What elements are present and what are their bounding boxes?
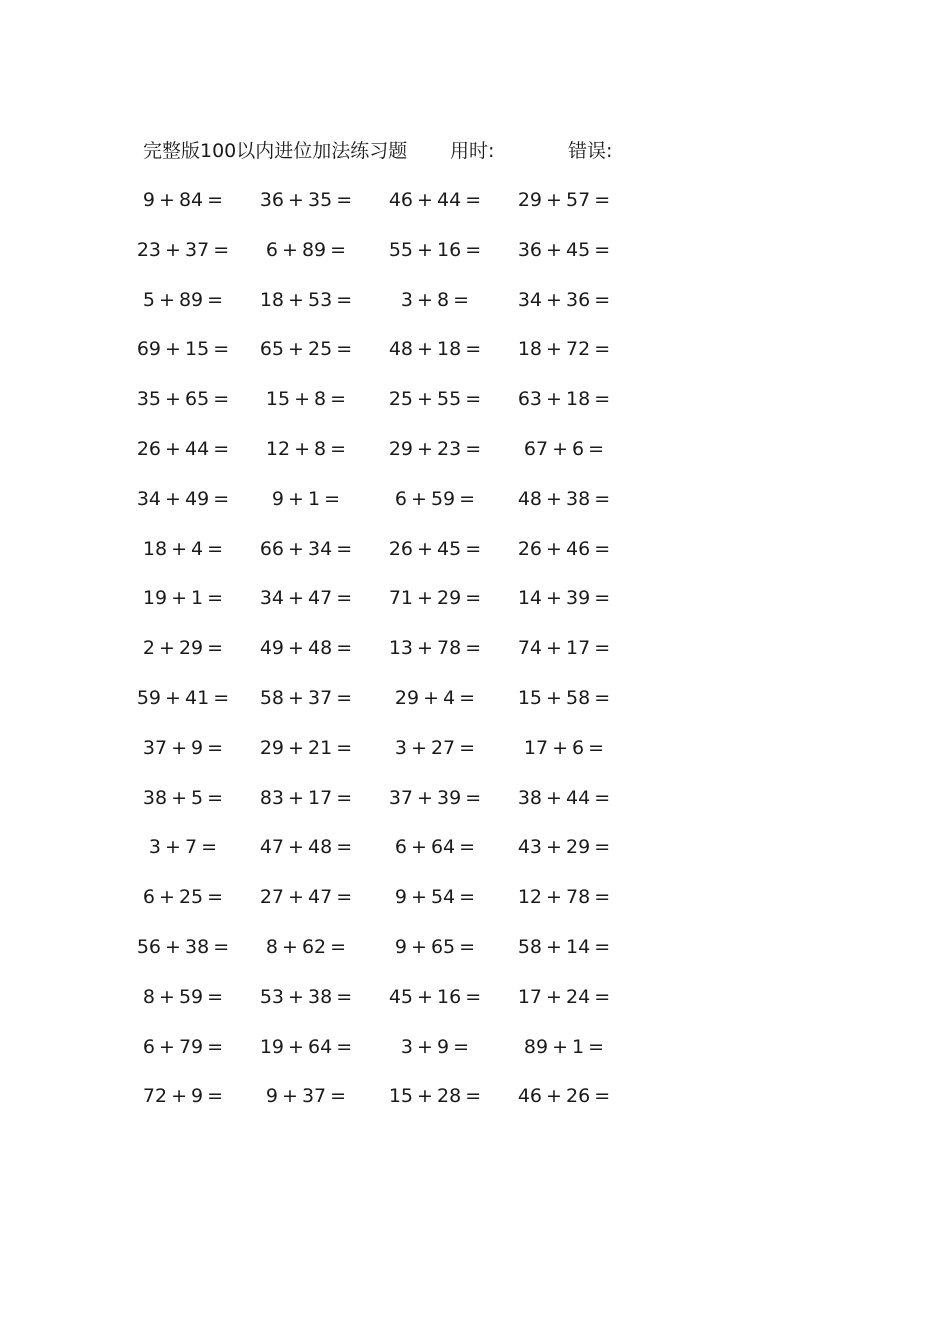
problem-row: [0, 882, 950, 932]
problem-row: [0, 1032, 950, 1082]
problem-row: [0, 932, 950, 982]
addition-problem: 6 + 79 =: [142, 1035, 224, 1058]
addition-problem: 3 + 9 =: [400, 1035, 470, 1058]
addition-problem: 17 + 24 =: [517, 985, 611, 1008]
addition-problem: 26 + 44 =: [136, 437, 230, 460]
problem-row: [0, 534, 950, 584]
addition-problem: 19 + 64 =: [259, 1035, 353, 1058]
addition-problem: 6 + 59 =: [394, 487, 476, 510]
addition-problem: 46 + 26 =: [517, 1085, 611, 1108]
addition-problem: 29 + 21 =: [259, 736, 353, 759]
addition-problem: 23 + 37 =: [136, 238, 230, 261]
addition-problem: 65 + 25 =: [259, 338, 353, 361]
addition-problem: 18 + 53 =: [259, 288, 353, 311]
addition-problem: 26 + 46 =: [517, 537, 611, 560]
problem-row: [0, 1081, 950, 1131]
addition-problem: 29 + 57 =: [517, 189, 611, 211]
addition-problem: 59 + 41 =: [136, 686, 230, 709]
addition-problem: 55 + 16 =: [388, 238, 482, 261]
addition-problem: 83 + 17 =: [259, 786, 353, 809]
addition-problem: 15 + 28 =: [388, 1085, 482, 1108]
problem-row: [0, 285, 950, 335]
addition-problem: 17 + 6 =: [523, 736, 605, 759]
addition-problem: 36 + 45 =: [517, 238, 611, 261]
error-count-label: 错误:: [568, 140, 613, 162]
addition-problem: 46 + 44 =: [388, 189, 482, 211]
addition-problem: 29 + 23 =: [388, 437, 482, 460]
addition-problem: 26 + 45 =: [388, 537, 482, 560]
addition-problem: 5 + 89 =: [142, 288, 224, 311]
addition-problem: 6 + 89 =: [265, 238, 347, 261]
worksheet-header: [143, 137, 663, 165]
addition-problem: 9 + 65 =: [394, 935, 476, 958]
addition-problem: 67 + 6 =: [523, 437, 605, 460]
problem-row: [0, 484, 950, 534]
addition-problem: 6 + 25 =: [142, 886, 224, 909]
addition-problem: 8 + 62 =: [265, 935, 347, 958]
addition-problem: 25 + 55 =: [388, 388, 482, 411]
addition-problem: 3 + 7 =: [148, 836, 218, 859]
addition-problem: 58 + 14 =: [517, 935, 611, 958]
addition-problem: 36 + 35 =: [259, 189, 353, 211]
problem-row: [0, 185, 950, 235]
time-used-label: 用时:: [450, 140, 495, 162]
addition-problem: 72 + 9 =: [142, 1085, 224, 1108]
addition-problem: 3 + 27 =: [394, 736, 476, 759]
addition-problem: 8 + 59 =: [142, 985, 224, 1008]
addition-problem: 35 + 65 =: [136, 388, 230, 411]
addition-problem: 18 + 4 =: [142, 537, 224, 560]
addition-problem: 66 + 34 =: [259, 537, 353, 560]
addition-problem: 9 + 84 =: [142, 189, 224, 211]
problem-row: [0, 583, 950, 633]
addition-problem: 12 + 78 =: [517, 886, 611, 909]
problem-row: [0, 783, 950, 833]
addition-problem: 9 + 37 =: [265, 1085, 347, 1108]
addition-problem: 48 + 18 =: [388, 338, 482, 361]
problem-row: [0, 733, 950, 783]
addition-problem: 15 + 58 =: [517, 686, 611, 709]
addition-problem: 69 + 15 =: [136, 338, 230, 361]
addition-problem: 2 + 29 =: [142, 637, 224, 660]
problem-row: [0, 683, 950, 733]
addition-problem: 38 + 5 =: [142, 786, 224, 809]
addition-problem: 3 + 8 =: [400, 288, 470, 311]
addition-problem: 37 + 39 =: [388, 786, 482, 809]
addition-problem: 34 + 47 =: [259, 587, 353, 610]
addition-problem: 12 + 8 =: [265, 437, 347, 460]
addition-problem: 9 + 54 =: [394, 886, 476, 909]
problem-row: [0, 434, 950, 484]
problem-grid: [0, 185, 950, 1131]
addition-problem: 34 + 36 =: [517, 288, 611, 311]
addition-problem: 15 + 8 =: [265, 388, 347, 411]
addition-problem: 18 + 72 =: [517, 338, 611, 361]
problem-row: [0, 334, 950, 384]
problem-row: [0, 633, 950, 683]
addition-problem: 13 + 78 =: [388, 637, 482, 660]
addition-problem: 63 + 18 =: [517, 388, 611, 411]
addition-problem: 49 + 48 =: [259, 637, 353, 660]
addition-problem: 74 + 17 =: [517, 637, 611, 660]
addition-problem: 48 + 38 =: [517, 487, 611, 510]
addition-problem: 29 + 4 =: [394, 686, 476, 709]
problem-row: [0, 384, 950, 434]
addition-problem: 43 + 29 =: [517, 836, 611, 859]
addition-problem: 89 + 1 =: [523, 1035, 605, 1058]
addition-problem: 6 + 64 =: [394, 836, 476, 859]
problem-row: [0, 235, 950, 285]
addition-problem: 27 + 47 =: [259, 886, 353, 909]
addition-problem: 14 + 39 =: [517, 587, 611, 610]
addition-problem: 58 + 37 =: [259, 686, 353, 709]
addition-problem: 71 + 29 =: [388, 587, 482, 610]
addition-problem: 19 + 1 =: [142, 587, 224, 610]
addition-problem: 56 + 38 =: [136, 935, 230, 958]
worksheet-title: 完整版100以内进位加法练习题: [143, 140, 408, 162]
addition-problem: 47 + 48 =: [259, 836, 353, 859]
addition-problem: 38 + 44 =: [517, 786, 611, 809]
addition-problem: 34 + 49 =: [136, 487, 230, 510]
problem-row: [0, 832, 950, 882]
addition-problem: 53 + 38 =: [259, 985, 353, 1008]
problem-row: [0, 982, 950, 1032]
addition-problem: 37 + 9 =: [142, 736, 224, 759]
addition-problem: 9 + 1 =: [271, 487, 341, 510]
addition-problem: 45 + 16 =: [388, 985, 482, 1008]
